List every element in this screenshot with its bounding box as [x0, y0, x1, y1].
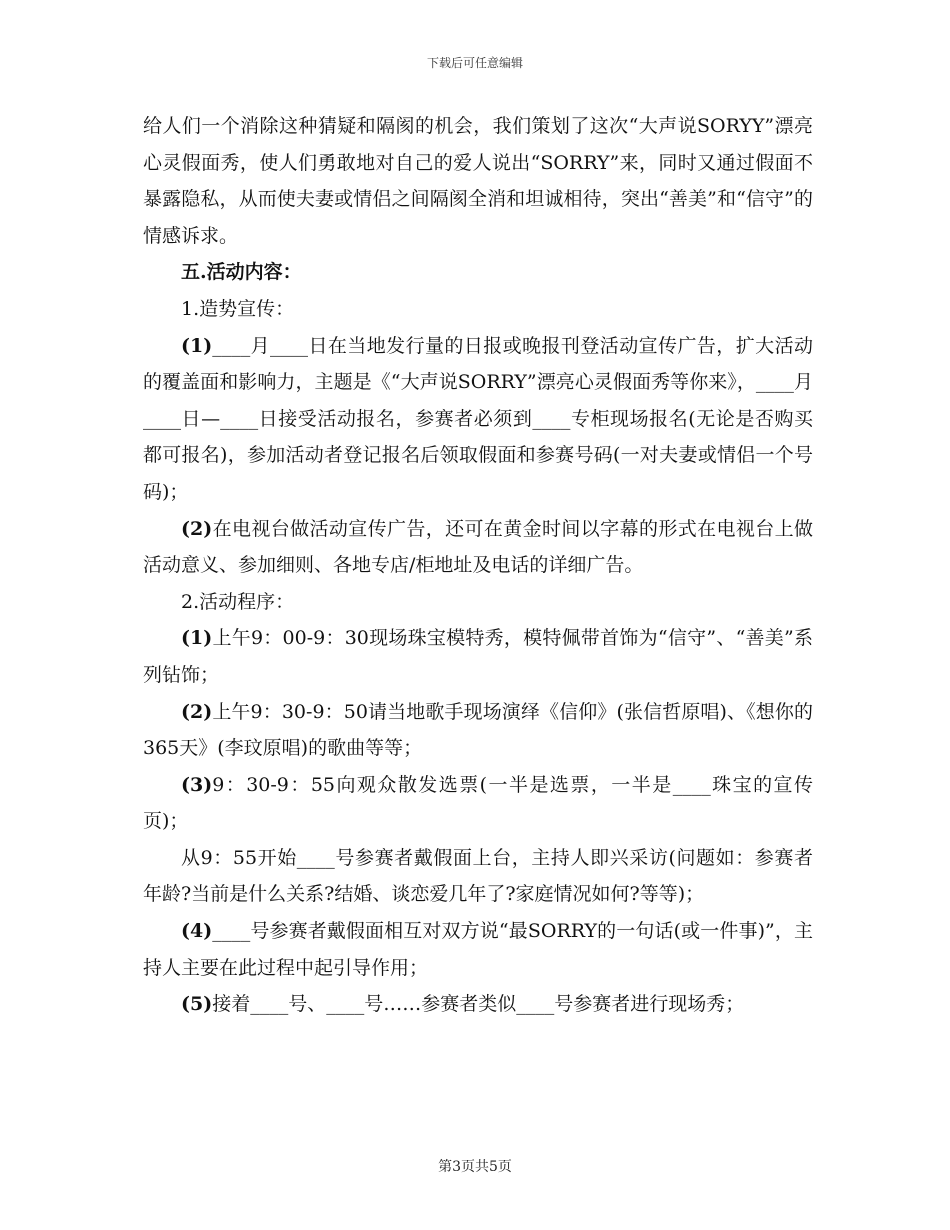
paragraph-interview: [143, 840, 813, 913]
item-number: (1): [181, 627, 213, 650]
item-number: (4): [181, 920, 213, 943]
list-item-program-4: [143, 913, 813, 986]
page-header: 下载后可任意编辑: [426, 56, 523, 70]
item-number: (2): [181, 517, 213, 540]
item-text: 上午9：30-9：50请当地歌手现场演绎《信仰》(张信哲原唱)、《想你的365天》(李玟原唱)的歌曲等等；: [143, 700, 813, 760]
item-number: (5): [181, 993, 213, 1016]
item-text: ____号参赛者戴假面相互对双方说“最SORRY的一句话(或一件事)”，主持人主要在此过程中起引导作用；: [143, 920, 813, 979]
paragraph-intro: [143, 108, 813, 254]
item-number: (3): [181, 773, 213, 796]
list-item-program-3: [143, 767, 813, 840]
item-text: 接着____号、____号……参赛者类似____号参赛者进行现场秀；: [212, 993, 745, 1016]
item-text: ____月____日在当地发行量的日报或晚报刊登活动宣传广告，扩大活动的覆盖面和影响力，主题是《“大声说SORRY”漂亮心灵假面秀等你来》，____月____日—____日接受活动报名，参赛者必须到____专柜现场报名(无论是否购买都可报名)，参加活动者登记报名后领取假面和参赛号码(一对夫妻或情侣一个号码)；: [143, 334, 813, 503]
subheading-text: 2.活动程序：: [181, 590, 295, 613]
list-item-promotion-2: [143, 511, 813, 584]
list-item-program-1: [143, 620, 813, 693]
heading-text: 五.活动内容：: [181, 261, 302, 284]
list-item-program-2: [143, 694, 813, 767]
subheading-program: [143, 584, 813, 621]
subheading-text: 1.造势宣传：: [181, 297, 295, 320]
item-text: 9：30-9：55向观众散发选票(一半是选票，一半是____珠宝的宣传页)；: [143, 773, 813, 833]
paragraph-text: 给人们一个消除这种猜疑和隔阂的机会，我们策划了这次“大声说SORYY”漂亮心灵假面秀，使人们勇敢地对自己的爱人说出“SORRY”来，同时又通过假面不暴露隐私，从而使夫妻或情侣之间隔阂全消和坦诚相待，突出“善美”和“信守”的情感诉求。: [143, 115, 813, 247]
paragraph-text: 从9：55开始____号参赛者戴假面上台，主持人即兴采访(问题如：参赛者年龄?当前是什么关系?结婚、谈恋爱几年了?家庭情况如何?等等)；: [143, 846, 813, 906]
item-number: (1): [181, 334, 213, 357]
item-text: 在电视台做活动宣传广告，还可在黄金时间以字幕的形式在电视台上做活动意义、参加细则、各地专店/柜地址及电话的详细广告。: [143, 517, 813, 577]
document-body: [143, 108, 813, 1023]
subheading-promotion: [143, 291, 813, 328]
section-heading-activity-content: [143, 254, 813, 291]
list-item-promotion-1: [143, 328, 813, 511]
list-item-program-5: [143, 986, 813, 1023]
item-number: (2): [181, 700, 213, 723]
page-footer: 第3页共5页: [438, 1159, 512, 1175]
item-text: 上午9：00-9：30现场珠宝模特秀，模特佩带首饰为“信守”、“善美”系列钻饰；: [143, 627, 813, 686]
